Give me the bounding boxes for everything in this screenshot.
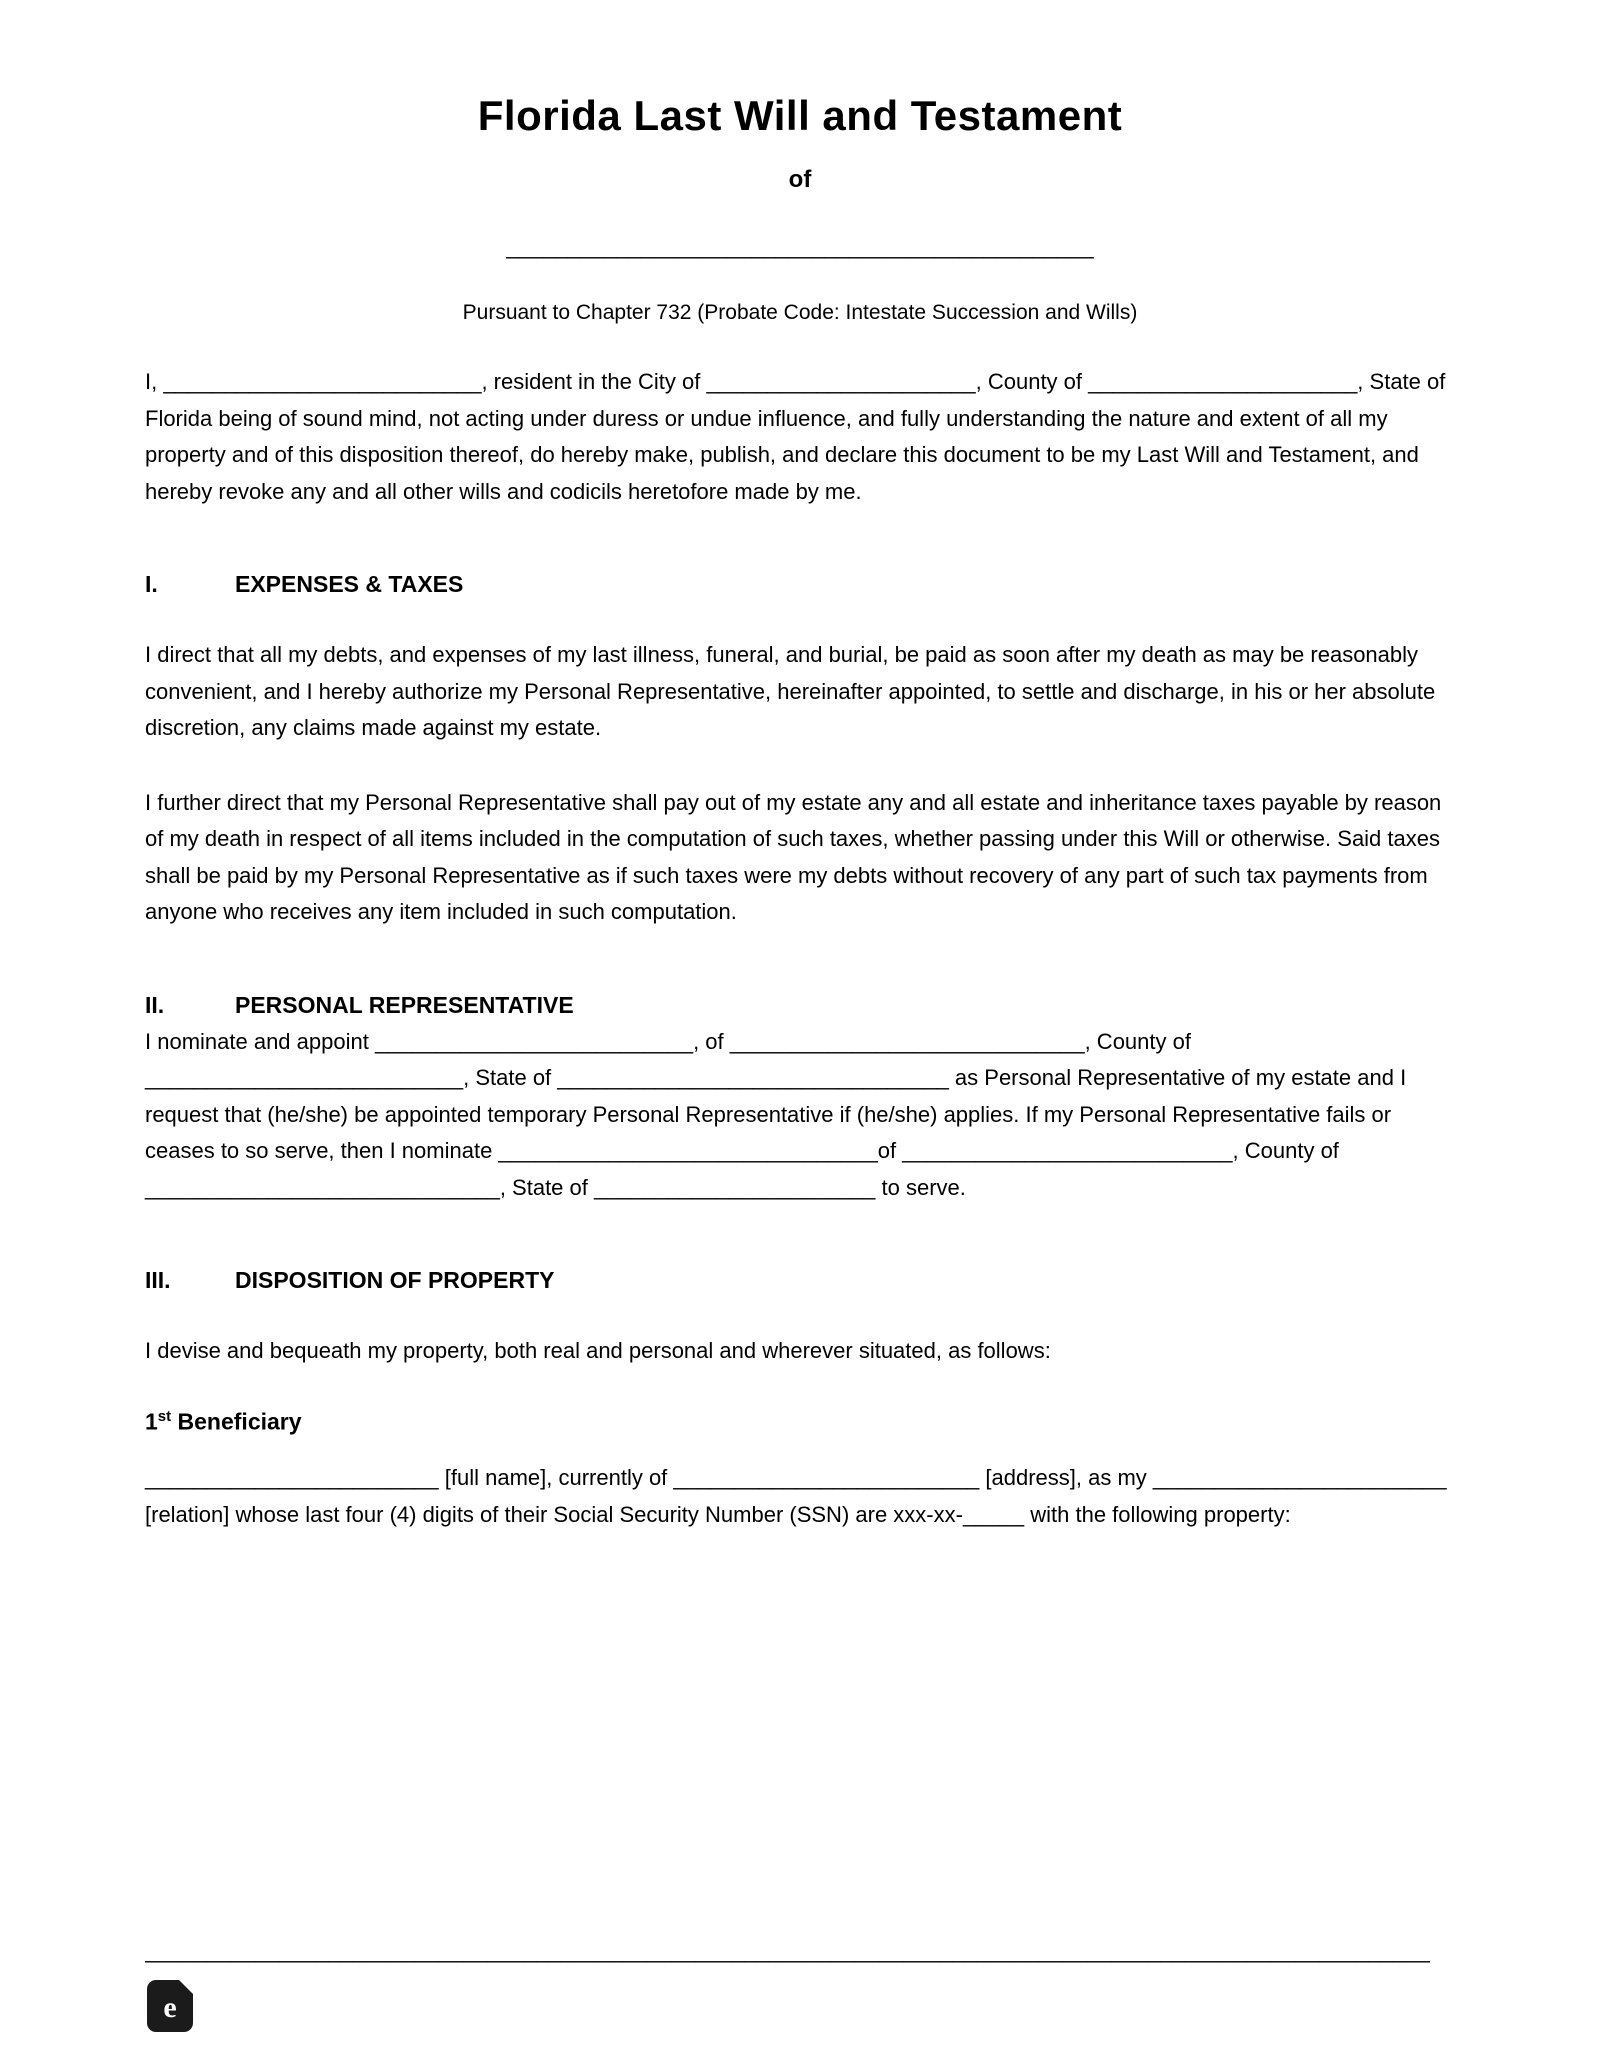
section-heading-expenses-taxes [145,570,1455,599]
first-beneficiary-heading [145,1402,1455,1437]
section-title: PERSONAL REPRESENTATIVE [235,991,574,1018]
section-title: EXPENSES & TAXES [235,571,464,597]
expenses-paragraph-2: I further direct that my Personal Representative shall pay out of my estate any and all estate and inheritance taxes payable by reason of my death in respect of all items included in the computation of such taxes, whether passing under this Will or otherwise. Said taxes shall be paid by my Personal Representative as if such taxes were my debts without recovery of any part of such tax payments from anyone who receives any item included in such computation. [145,789,1442,924]
beneficiary-number: 1 [145,1408,158,1435]
eforms-logo [147,1980,193,2032]
logo-letter: e [163,1991,177,2024]
section-number: II. [145,991,165,1018]
section-title: DISPOSITION OF PROPERTY [235,1267,555,1293]
section-number: III. [145,1267,171,1293]
testator-name-blank: ________________________________________________ [506,234,1094,259]
first-beneficiary-paragraph: ________________________ [full name], currently of _________________________ [address], as my ________________________ [relation] whose last four (4) digits of their Social Security Number (SSN) are xxx-xx-_____ with the following property: [145,1465,1447,1527]
intro-paragraph: I, __________________________, resident in the City of ______________________, County of ______________________, State of Florida being of sound mind, not acting under duress or undue influence, and fully understanding the nature and extent of all my property and of this disposition thereof, do hereby make, publish, and declare this document to be my Last Will and Testament, and hereby revoke any and all other wills and codicils heretofore made by me. [145,369,1446,504]
property-blank-line: _________________________________________________________________________________________________________ [145,1938,1430,1963]
document-title: Florida Last Will and Testament [477,92,1123,139]
section-heading-disposition-of-property [145,1266,1455,1295]
personal-representative-paragraph: I nominate and appoint __________________________, of _____________________________, County of __________________________, State of ________________________________ as Personal Representative of my estate and I request that (he/she) be appointed temporary Personal Representative if (he/she) applies. If my Personal Representative fails or ceases to so serve, then I nominate _______________________________of ___________________________, County of _____________________________, State of _______________________ to serve. [145,1028,1407,1200]
beneficiary-ordinal: st [157,1407,172,1425]
title-of-label: of [788,166,812,193]
disposition-paragraph: I devise and bequeath my property, both real and personal and wherever situated, as follows: [145,1338,1051,1363]
expenses-paragraph-1: I direct that all my debts, and expenses of my last illness, funeral, and burial, be paid as soon after my death as may be reasonably convenient, and I hereby authorize my Personal Representative, hereinafter appointed, to settle and discharge, in his or her absolute discretion, any claims made against my estate. [145,642,1436,740]
beneficiary-label: Beneficiary [171,1408,302,1435]
logo-page-fold-icon [179,1980,193,1994]
section-heading-personal-representative [145,991,1455,1020]
pursuant-subtitle: Pursuant to Chapter 732 (Probate Code: Intestate Succession and Wills) [462,301,1138,324]
section-number: I. [145,571,158,597]
